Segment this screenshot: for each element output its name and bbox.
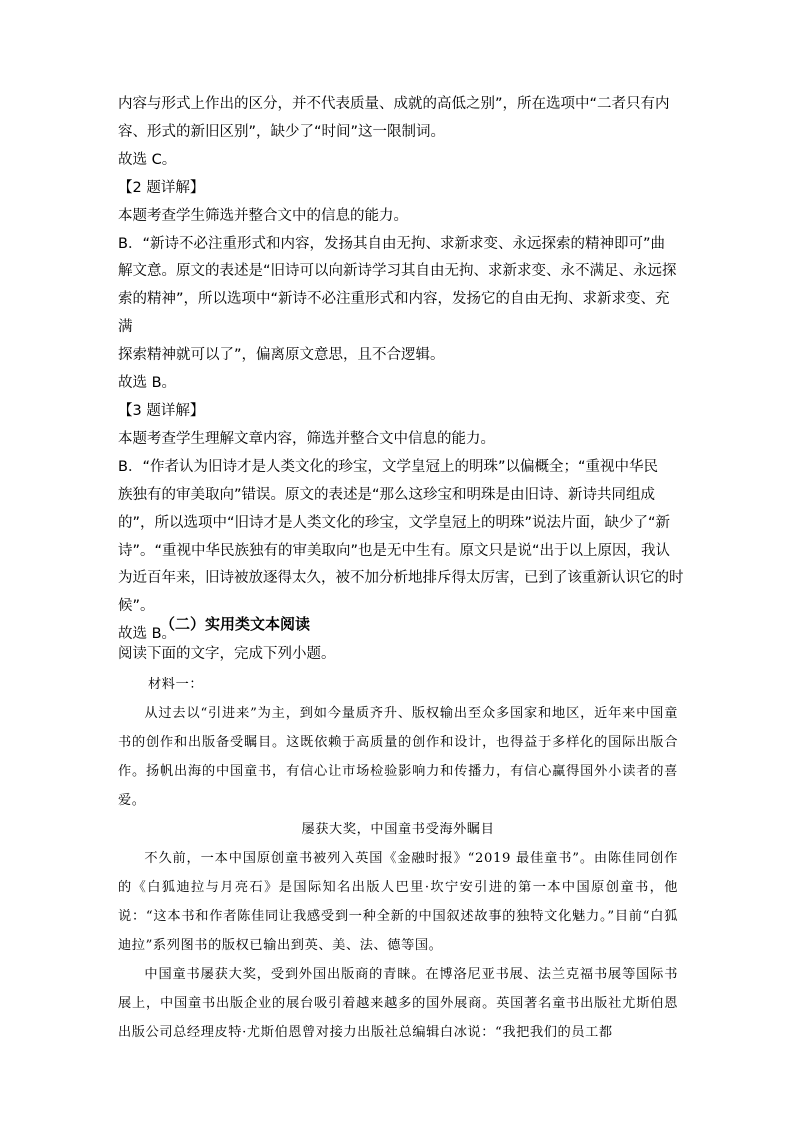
text-line: 解文意。原文的表述是“旧诗可以向新诗学习其自由无拘、求新求变、永不满足、永远探 <box>118 263 677 280</box>
text-line: 索的精神”，所以选项中“新诗不必注重形式和内容，发扬它的自由无拘、求新求变、充满 <box>118 291 670 336</box>
question-detail-heading: 【2 题详解】 <box>118 179 205 196</box>
text-line: 本题考查学生理解文章内容，筛选并整合文中信息的能力。 <box>118 430 495 447</box>
text-line: 诗”。“重视中华民族独有的审美取向”也是无中生有。原文只是说“出于以上原因，我认 <box>118 542 671 559</box>
material-paragraph: 从过去以“引进来”为主，到如今量质齐升、版权输出至众多国家和地区，近年来中国童书的创作和出版备受瞩目。这既依赖于高质量的创作和设计，也得益于多样化的国际出版合作。扬帆出海的中国童书，有信心让市场检验影响力和传播力，有信心赢得国外小读者的喜爱。 <box>118 706 678 808</box>
reading-instruction: 阅读下面的文字，完成下列小题。 <box>118 646 336 662</box>
text-line: 内容与形式上作出的区分，并不代表质量、成就的高低之别”，所在选项中“二者只有内 <box>118 96 670 112</box>
answer-line: 故选 B。 <box>118 626 177 643</box>
reading-material <box>118 670 678 1047</box>
text-line: 容、形式的新旧区别”，缺少了“时间”这一限制词。 <box>118 123 446 140</box>
material-paragraph: 不久前，一本中国原创童书被列入英国《金融时报》“2019 最佳童书”。由陈佳同创作的《白狐迪拉与月亮石》是国际知名出版人巴里·坎宁安引进的第一本中国原创童书，他说：“这本书和作者陈佳同让我感受到一种全新的中国叙述故事的独特文化魅力。”目前“白狐迪拉”系列图书的版权已输出到英、美、法、德等国。 <box>118 851 678 953</box>
material-label: 材料一： <box>148 677 204 692</box>
text-line: 本题考查学生筛选并整合文中的信息的能力。 <box>118 207 408 224</box>
answer-explanation-section <box>118 91 684 649</box>
material-subtitle: 屡获大奖，中国童书受海外瞩目 <box>301 822 495 837</box>
question-detail-heading: 【3 题详解】 <box>118 402 205 419</box>
text-line: 探索精神就可以了”，偏离原文意思，且不合逻辑。 <box>118 347 445 364</box>
answer-line: 故选 B。 <box>118 375 177 392</box>
text-line: 族独有的审美取向”错误。原文的表述是“那么这珍宝和明珠是由旧诗、新诗共同组成 <box>118 486 656 503</box>
text-line: B．“新诗不必注重形式和内容，发扬其自由无拘、求新求变、永远探索的精神即可”曲 <box>118 235 665 252</box>
text-line: 候”。 <box>118 598 155 615</box>
text-line: 为近百年来，旧诗被放逐得太久，被不加分析地排斥得太厉害，已到了该重新认识它的时 <box>118 570 684 587</box>
section-heading: （二）实用类文本阅读 <box>160 615 311 633</box>
answer-line: 故选 C。 <box>118 151 177 168</box>
text-line: 的”，所以选项中“旧诗才是人类文化的珍宝，文学皇冠上的明珠”说法片面，缺少了“新 <box>118 514 671 531</box>
text-line: B．“作者认为旧诗才是人类文化的珍宝，文学皇冠上的明珠”以偏概全；“重视中华民 <box>118 458 658 475</box>
material-paragraph: 中国童书屡获大奖，受到外国出版商的青睐。在博洛尼亚书展、法兰克福书展等国际书展上，中国童书出版企业的展台吸引着越来越多的国外展商。英国著名童书出版社尤斯伯恩出版公司总经理皮特·尤斯伯恩曾对接力出版社总编辑白冰说：“我把我们的员工都 <box>118 967 678 1040</box>
